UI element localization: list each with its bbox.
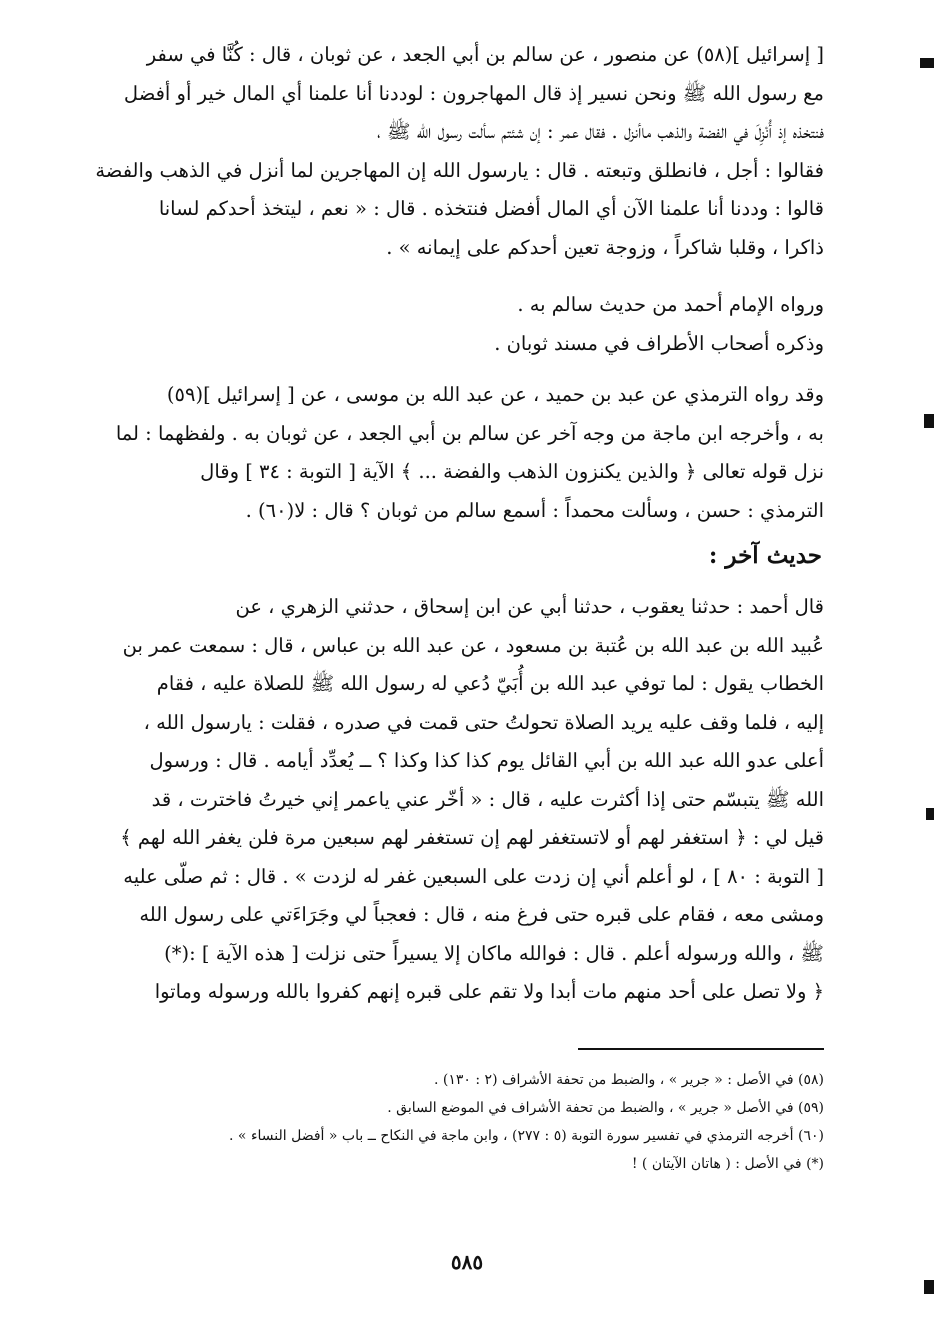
text-line: الخطاب يقول : لما توفي عبد الله بن أُبَيّ دُعي له رسول الله ﷺ للصلاة عليه ، فقام [156, 672, 824, 695]
text-line: إليه ، فلما وقف عليه يريد الصلاة تحولتُ حتى قمت في صدره ، فقلت : يارسول الله ، [143, 710, 824, 734]
footnote: (*) في الأصل : ( هاتان الآيتان ) ! [631, 1156, 824, 1172]
text-line: [ إسرائيل ](٥٨) عن منصور ، عن سالم بن أبي الجعد ، عن ثوبان ، قال : كُنَّا في سفر [146, 43, 824, 66]
footnote-divider [578, 1048, 824, 1050]
text-line: الترمذي : حسن ، وسألت محمداً : أسمع سالم من ثوبان ؟ قال : لا(٦٠) . [245, 498, 824, 522]
text-line: ذاكرا ، وقلبا شاكراً ، وزوجة تعين أحدكم على إيمانه » . [386, 235, 824, 259]
scan-edge-mark-middle [924, 414, 934, 428]
text-line: الله ﷺ يتبسّم حتى إذا أكثرت عليه ، قال : « أخّر عني ياعمر إني خيرتُ فاخترت ، قد [151, 787, 824, 811]
scan-edge-mark-bottom [924, 1280, 934, 1294]
page-number: ٥٨٥ [450, 1250, 484, 1274]
text-line: نزل قوله تعالى ﴿ والذين يكنزون الذهب والفضة ... ﴾ الآية [ التوبة : ٣٤ ] وقال [200, 460, 824, 483]
text-line: وقد رواه الترمذي عن عبد بن حميد ، عن عبد الله بن موسى ، عن [ إسرائيل ](٥٩) [166, 383, 824, 406]
text-line: عُبيد الله بن عبد الله بن عُتبة بن مسعود ، عن عبد الله بن عباس ، قال : سمعت عمر بن [122, 633, 824, 657]
text-line: قيل لي : ﴿ استغفر لهم أو لاتستغفر لهم إن تستغفر لهم سبعين مرة فلن يغفر الله لهم ﴾ [120, 826, 824, 849]
text-line: ﷺ ، والله ورسوله أعلم . قال : فوالله ماكان إلا يسيراً حتى نزلت [ هذه الآية ] :(*) [164, 941, 824, 965]
footnote: (٥٩) في الأصل « جرير » ، والضبط من تحفة الأشراف في الموضع السابق . [387, 1100, 824, 1116]
paragraph-hadith-umar [70, 588, 824, 1012]
paragraph-hadith-thawban [70, 36, 824, 267]
footnotes [229, 1066, 824, 1178]
text-line: ومشى معه ، فقام على قبره حتى فرغ منه ، قال : فعجباً لي وجَرَاءَتي على رسول الله [139, 903, 824, 926]
text-line: فنتخذه إذ أُنْزِلَ في الفضة والذهب ماأنزل . فقال عمر : إن شئتم سألت رسول الله ﷺ ، [377, 120, 824, 143]
scan-edge-mark-right [926, 808, 934, 820]
text-line: [ التوبة : ٨٠ ] ، لو أعلم أني إن زدت على السبعين غفر له لزدت » . قال : ثم صلّى عليه [123, 864, 824, 888]
text-line: قال أحمد : حدثنا يعقوب ، حدثنا أبي عن ابن إسحاق ، حدثني الزهري ، عن [235, 595, 824, 618]
text-line: ورواه الإمام أحمد من حديث سالم به . [517, 293, 824, 316]
scan-edge-mark-top [920, 58, 934, 68]
text-line: به ، وأخرجه ابن ماجة من وجه آخر عن سالم بن أبي الجعد ، عن ثوبان به . ولفظهما : لما [115, 421, 824, 445]
text-line: وذكره أصحاب الأطراف في مسند ثوبان . [494, 331, 824, 355]
paragraph-tirmidhi [70, 376, 824, 530]
text-line: مع رسول الله ﷺ ونحن نسير إذ قال المهاجرون : لوددنا أنا علمنا أي المال خير أو أفضل [123, 81, 824, 105]
text-line: ﴿ ولا تصل على أحد منهم مات أبدا ولا تقم على قبره إنهم كفروا بالله ورسوله وماتوا [154, 980, 824, 1003]
footnote: (٦٠) أخرجه الترمذي في تفسير سورة التوبة (٥ : ٢٧٧) ، وابن ماجة في النكاح ــ باب « أفضل النساء » . [229, 1128, 824, 1144]
paragraph-narration-notes [70, 286, 824, 363]
section-heading: حديث آخر : [708, 542, 822, 569]
text-line: فقالوا : أجل ، فانطلق وتبعته . قال : يارسول الله إن المهاجرين لما أنزل في الذهب والفضة [95, 158, 824, 182]
footnote: (٥٨) في الأصل : « جرير » ، والضبط من تحفة الأشراف (٢ : ١٣٠) . [433, 1072, 824, 1088]
text-line: قالوا : وددنا أنا علمنا الآن أي المال أفضل فنتخذه . قال : « نعم ، ليتخذ أحدكم لسانا [158, 197, 824, 220]
text-line: أعلى عدو الله عبد الله بن أبي القائل يوم كذا كذا وكذا ؟ ــ يُعدِّد أيامه . قال : ورسول [149, 749, 824, 772]
